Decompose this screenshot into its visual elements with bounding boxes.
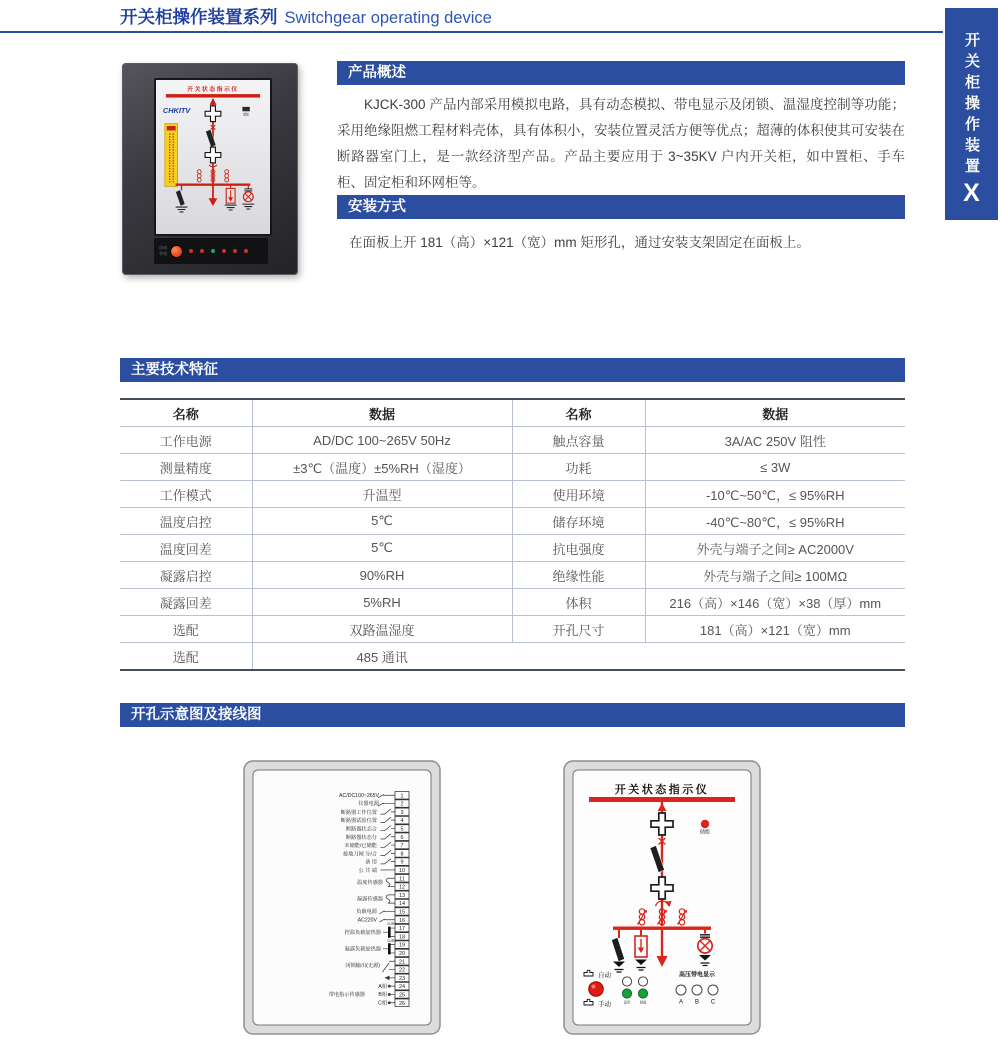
svg-text:19: 19 bbox=[398, 942, 406, 949]
svg-text:AC/DC100~265V: AC/DC100~265V bbox=[339, 792, 379, 799]
svg-text:接地刀闸 分/合: 接地刀闸 分/合 bbox=[342, 851, 377, 858]
panel-title: 开关状态指示仪 bbox=[614, 784, 710, 796]
svg-text:断路器试验位置: 断路器试验位置 bbox=[340, 818, 377, 825]
product-photo bbox=[122, 63, 298, 275]
spec-cell: 升温型 bbox=[252, 481, 512, 508]
title-divider bbox=[0, 31, 943, 33]
auto-label: 自动 bbox=[598, 972, 611, 979]
photo-manual-label: 手动 bbox=[159, 251, 167, 256]
storage-label: 储能 bbox=[699, 829, 711, 836]
indicator-lamp-green bbox=[622, 989, 631, 998]
hv-lamp-c bbox=[708, 985, 718, 995]
svg-text:AC220V: AC220V bbox=[357, 917, 377, 924]
heater-bracket-1 bbox=[388, 927, 391, 938]
spec-cell: 外壳与端子之间≥ AC2000V bbox=[645, 535, 905, 562]
spec-header-row bbox=[120, 399, 905, 427]
photo-mode-labels bbox=[159, 245, 167, 257]
svg-text:8: 8 bbox=[400, 851, 404, 858]
phase-c-node bbox=[388, 1001, 391, 1004]
spec-row bbox=[120, 481, 905, 508]
phase-a-node bbox=[388, 985, 391, 988]
svg-text:温度传感器: 温度传感器 bbox=[357, 880, 383, 886]
spec-row bbox=[120, 454, 905, 481]
photo-led bbox=[189, 249, 193, 253]
spec-cell: 216（高）×146（宽）×38（厚）mm bbox=[645, 589, 905, 616]
photo-storage-icon bbox=[242, 107, 249, 117]
photo-red-button bbox=[171, 246, 182, 257]
svg-text:11: 11 bbox=[399, 876, 405, 883]
indicator-lamp-white bbox=[622, 977, 631, 986]
svg-text:14: 14 bbox=[398, 901, 406, 908]
spec-col-header: 数据 bbox=[252, 399, 512, 427]
svg-text:DJR1: DJR1 bbox=[387, 922, 397, 927]
section-heading-specs: 主要技术特征 bbox=[120, 358, 905, 382]
spec-cell: 储存环境 bbox=[512, 508, 645, 535]
svg-text:23: 23 bbox=[398, 975, 406, 982]
spec-cell: 开孔尺寸 bbox=[512, 616, 645, 643]
phase-b-node bbox=[388, 993, 391, 996]
svg-text:负载电源: 负载电源 bbox=[356, 909, 377, 915]
svg-text:A相: A相 bbox=[378, 983, 387, 990]
svg-text:12: 12 bbox=[398, 884, 406, 891]
spec-row bbox=[120, 535, 905, 562]
svg-text:凝露负载加热器: 凝露负载加热器 bbox=[344, 946, 381, 953]
spec-table bbox=[120, 398, 905, 671]
spec-cell: 181（高）×121（宽）mm bbox=[645, 616, 905, 643]
side-tab bbox=[945, 8, 998, 220]
photo-mimic-diagram bbox=[156, 80, 266, 230]
indicator-lamp-white bbox=[638, 977, 647, 986]
spec-cell: 凝露启控 bbox=[120, 562, 252, 589]
spec-row bbox=[120, 643, 905, 671]
spec-cell: 体积 bbox=[512, 589, 645, 616]
svg-text:18: 18 bbox=[398, 934, 406, 941]
spec-cell: 抗电强度 bbox=[512, 535, 645, 562]
spec-col-header: 名称 bbox=[512, 399, 645, 427]
photo-led bbox=[233, 249, 237, 253]
phase-a-label: A bbox=[678, 999, 684, 1006]
spec-cell: 外壳与端子之间≥ 100MΩ bbox=[645, 562, 905, 589]
install-paragraph: 在面板上开 181（高）×121（宽）mm 矩形孔，通过安装支架固定在面板上。 bbox=[349, 235, 810, 250]
spec-cell: 温度回差 bbox=[120, 535, 252, 562]
photo-storage-label: 储能 bbox=[242, 112, 250, 117]
svg-text:16: 16 bbox=[398, 917, 406, 924]
photo-warning-label bbox=[165, 124, 178, 187]
spec-cell: 双路温湿度 bbox=[252, 616, 512, 643]
svg-text:5: 5 bbox=[400, 826, 404, 833]
svg-text:1: 1 bbox=[400, 793, 404, 800]
photo-brand-logo: CHKITV bbox=[162, 105, 191, 115]
spec-col-header: 数据 bbox=[645, 399, 905, 427]
svg-text:B相: B相 bbox=[378, 992, 387, 999]
svg-text:22: 22 bbox=[398, 967, 406, 974]
svg-text:21: 21 bbox=[398, 959, 406, 966]
spec-cell: 485 通讯 bbox=[356, 649, 408, 665]
photo-auto-label: 自动 bbox=[159, 245, 167, 250]
svg-text:控温负载加热器: 控温负载加热器 bbox=[344, 929, 381, 936]
phase-c-label: C bbox=[710, 999, 716, 1006]
svg-text:断路器状态合: 断路器状态合 bbox=[345, 826, 377, 833]
svg-text:25: 25 bbox=[398, 992, 406, 999]
svg-text:带电指示传感器: 带电指示传感器 bbox=[328, 992, 365, 999]
svg-text:凝露传感器: 凝露传感器 bbox=[357, 896, 383, 903]
svg-text:20: 20 bbox=[398, 951, 406, 957]
page-title-en: Switchgear operating device bbox=[284, 9, 492, 27]
spec-cell: 选配 bbox=[120, 643, 252, 671]
product-photo-controls bbox=[154, 238, 268, 264]
storage-indicator bbox=[701, 820, 709, 828]
side-tab-letter: X bbox=[963, 179, 980, 207]
photo-led bbox=[200, 249, 204, 253]
section-heading-install: 安装方式 bbox=[337, 195, 905, 219]
spec-row bbox=[120, 427, 905, 454]
panel-front-diagram bbox=[563, 760, 761, 1035]
spec-row bbox=[120, 616, 905, 643]
spec-cell: 功耗 bbox=[512, 454, 645, 481]
spec-col-header: 名称 bbox=[120, 399, 252, 427]
spec-cell: 5℃ bbox=[252, 508, 512, 535]
svg-text:C相: C相 bbox=[378, 1000, 387, 1007]
wiring-diagram bbox=[243, 760, 441, 1035]
svg-text:17: 17 bbox=[398, 926, 406, 933]
svg-text:3: 3 bbox=[400, 809, 404, 816]
svg-text:闭锁输出(无源): 闭锁输出(无源) bbox=[345, 963, 380, 969]
svg-text:9: 9 bbox=[400, 859, 404, 866]
spec-cell: 3A/AC 250V 阻性 bbox=[645, 427, 905, 454]
red-button-highlight bbox=[592, 985, 596, 989]
svg-text:断路器工作位置: 断路器工作位置 bbox=[340, 809, 377, 816]
spec-cell: 工作电源 bbox=[120, 427, 252, 454]
svg-text:未储能/已储能: 未储能/已储能 bbox=[344, 843, 377, 850]
spec-cell: AD/DC 100~265V 50Hz bbox=[252, 427, 512, 454]
svg-text:10: 10 bbox=[398, 868, 406, 874]
spec-cell: 使用环境 bbox=[512, 481, 645, 508]
photo-panel-title: 开关状态指示仪 bbox=[187, 87, 239, 94]
svg-text:断路器状态分: 断路器状态分 bbox=[345, 834, 377, 841]
svg-text:DJR2: DJR2 bbox=[387, 938, 397, 943]
svg-text:备 用: 备 用 bbox=[365, 859, 377, 866]
hv-lamp-a bbox=[676, 985, 686, 995]
spec-cell: 5%RH bbox=[252, 589, 512, 616]
product-photo-screen bbox=[154, 78, 272, 236]
section-heading-diagram: 开孔示意图及接线图 bbox=[120, 703, 905, 727]
spec-cell: 工作模式 bbox=[120, 481, 252, 508]
overview-paragraph: KJCK-300 产品内部采用模拟电路，具有动态模拟、带电显示及闭锁、温湿度控制等功能；采用绝缘阻燃工程材料壳体，具有体积小，安装位置灵活方便等优点；超薄的体积使其可安装在断路器室门上，是一款经济型产品。产品主要应用于 3~35KV 户内开关柜，如中置柜、手车柜、固定柜和环网柜等。 bbox=[337, 97, 905, 190]
spec-cell: 90%RH bbox=[252, 562, 512, 589]
spec-row bbox=[120, 508, 905, 535]
svg-text:24: 24 bbox=[398, 984, 406, 991]
svg-text:26: 26 bbox=[398, 1000, 406, 1007]
photo-led bbox=[211, 249, 215, 253]
panel-red-bar bbox=[589, 797, 735, 802]
svg-text:公 共 端: 公 共 端 bbox=[358, 868, 377, 874]
spec-cell: 触点容量 bbox=[512, 427, 645, 454]
page-title-zh: 开关柜操作装置系列 bbox=[120, 7, 278, 27]
spec-cell: 测量精度 bbox=[120, 454, 252, 481]
manual-label: 手动 bbox=[598, 1001, 611, 1008]
spec-cell: ±3℃（温度）±5%RH（湿度） bbox=[252, 454, 512, 481]
svg-text:13: 13 bbox=[398, 892, 406, 899]
page-title bbox=[120, 4, 492, 29]
spec-row bbox=[120, 589, 905, 616]
spec-cell: 温度启控 bbox=[120, 508, 252, 535]
photo-led bbox=[244, 249, 248, 253]
spec-cell: -10℃~50℃，≤ 95%RH bbox=[645, 481, 905, 508]
svg-text:15: 15 bbox=[398, 909, 406, 916]
svg-text:7: 7 bbox=[400, 843, 404, 850]
section-heading-overview: 产品概述 bbox=[337, 61, 905, 85]
hv-lamp-b bbox=[692, 985, 702, 995]
lamp-label-2: 凝露 bbox=[639, 1000, 647, 1005]
photo-red-bar bbox=[166, 94, 260, 97]
spec-cell: 凝露回差 bbox=[120, 589, 252, 616]
spec-cell: 绝缘性能 bbox=[512, 562, 645, 589]
spec-cell: -40℃~80℃，≤ 95%RH bbox=[645, 508, 905, 535]
indicator-lamp-green bbox=[638, 989, 647, 998]
heater-bracket-2 bbox=[388, 943, 391, 954]
svg-text:4: 4 bbox=[400, 818, 404, 825]
svg-text:仪器电源: 仪器电源 bbox=[358, 801, 379, 808]
spec-cell: ≤ 3W bbox=[645, 454, 905, 481]
spec-row bbox=[120, 562, 905, 589]
hv-display-label: 高压带电显示 bbox=[678, 972, 716, 979]
spec-cell: 选配 bbox=[120, 616, 252, 643]
phase-b-label: B bbox=[694, 999, 700, 1006]
spec-cell: 5℃ bbox=[252, 535, 512, 562]
lamp-label-1: 温度 bbox=[623, 1000, 631, 1005]
red-button bbox=[589, 982, 604, 997]
svg-text:6: 6 bbox=[400, 834, 404, 841]
svg-text:2: 2 bbox=[400, 801, 404, 808]
side-tab-label: 开关柜操作装置 bbox=[963, 32, 980, 179]
photo-led bbox=[222, 249, 226, 253]
